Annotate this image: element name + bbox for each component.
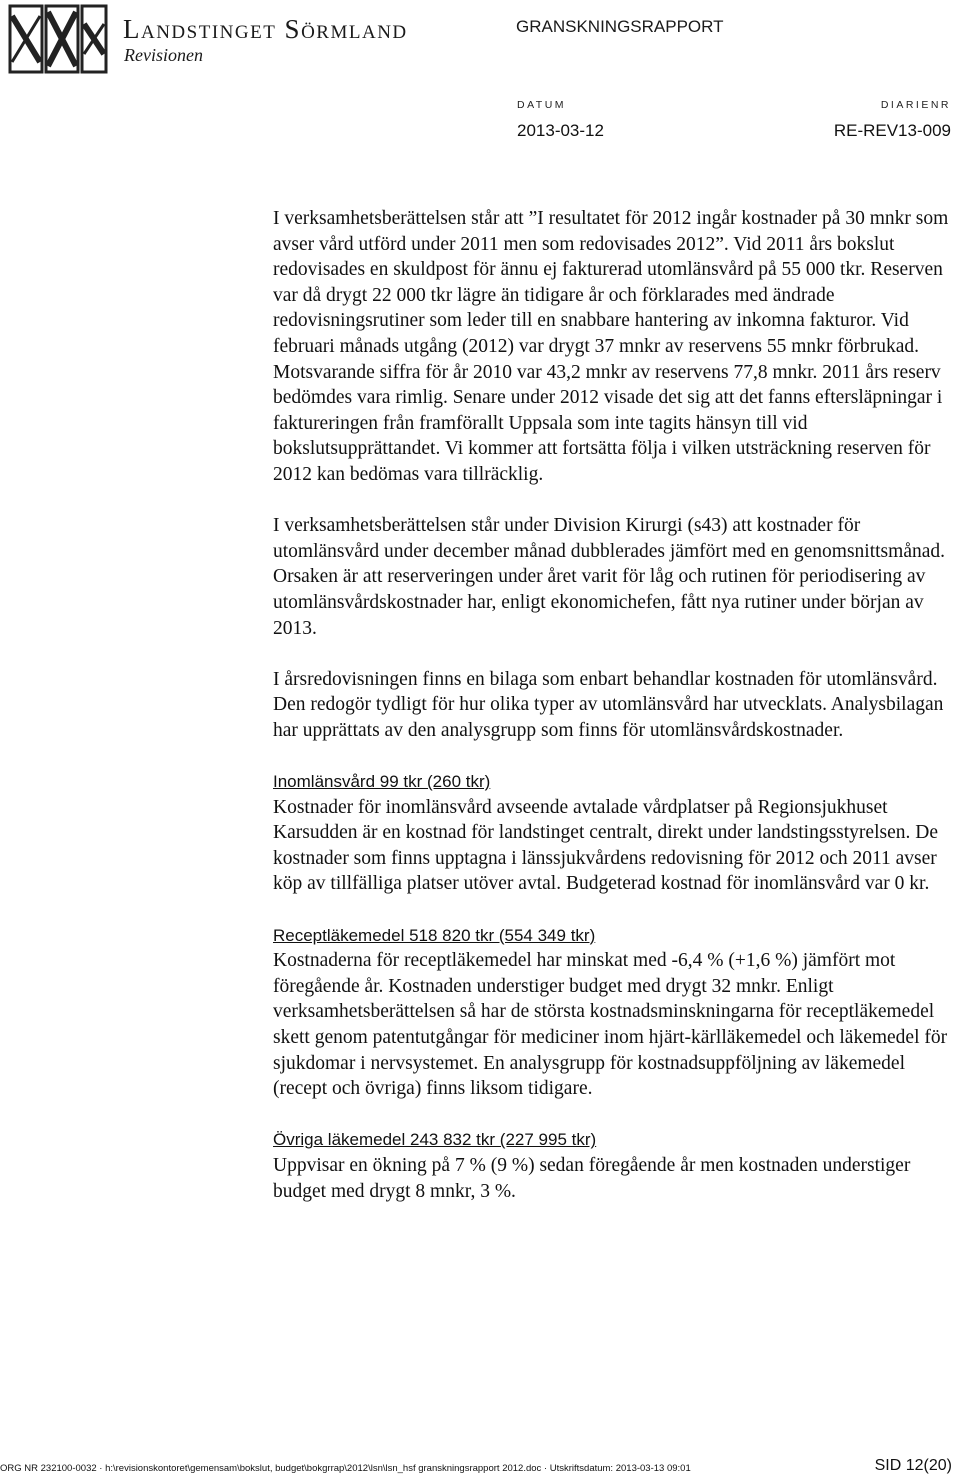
county-crest-logo bbox=[8, 4, 108, 74]
footer-reference: ORG NR 232100-0032 · h:\revisionskontoret\gemensam\bokslut, budget\bokgrrap\2012\lsn\lsn_hsf granskningsrapport 2012.doc · Utskriftsdatum: 2013-03-13 09:01 bbox=[0, 1463, 691, 1474]
date-value: 2013-03-12 bbox=[517, 121, 604, 140]
paragraph-reserve: I verksamhetsberättelsen står att ”I resultatet för 2012 ingår kostnader på 30 mnkr som avser vård utförd under 2011 men som redovisades 2012”. Vid 2011 års bokslut redovisades en skuldpost för ännu ej fakturerad utomlänsvård på 55 000 tkr. Reserven var då drygt 22 000 tkr lägre än tidigare år och förklarades med ändrade redovisningsrutiner som leder till en snabbare hantering av inkomna fakturor. Vid februari månads utgång (2012) var drygt 37 mnkr av reservens 55 mnkr förbrukad. Motsvarande siffra för år 2010 var 43,2 mnkr av reservens 77,8 mnkr. 2011 års reserv bedömdes vara rimlig. Senare under 2012 visade det sig att det fanns eftersläpningar i faktureringen från framförallt Uppsala som inte tagits hänsyn till vid bokslutsupprättandet. Vi kommer att fortsätta följa i vilken utsträckning reserven för 2012 kan bedömas vara tillräcklig. bbox=[273, 208, 949, 485]
paragraph-kirurgi: I verksamhetsberättelsen står under Division Kirurgi (s43) att kostnader för utomlänsvård under december månad dubblerades jämfört med en genomsnittsmånad. Orsaken är att reserveringen under året varit för låg och rutinen för periodisering av utomlänsvårdskostnader har, enligt ekonomichefen, fått nya rutiner under början av 2013. bbox=[273, 515, 945, 639]
section-heading-receptlakemedel: Receptläkemedel 518 820 tkr (554 349 tkr) bbox=[273, 925, 596, 945]
section-inomlansvard bbox=[273, 769, 960, 897]
paragraph-annual-report: I årsredovisningen finns en bilaga som enbart behandlar kostnaden för utomlänsvård. Den redogör tydligt för hur olika typer av utomlänsvård har utvecklats. Analysbilagan har upprättats av den analysgrupp som finns för utomlänsvårdskostnader. bbox=[273, 668, 944, 741]
diarie-label: DIARIENR bbox=[880, 99, 951, 111]
section-ovriga-lakemedel bbox=[273, 1127, 960, 1204]
section-text-ovriga-lakemedel: Uppvisar en ökning på 7 % (9 %) sedan föregående år men kostnaden understiger budget med drygt 8 mnkr, 3 %. bbox=[273, 1154, 911, 1202]
section-heading-ovriga-lakemedel: Övriga läkemedel 243 832 tkr (227 995 tkr) bbox=[273, 1130, 597, 1150]
organization-department: Revisionen bbox=[124, 45, 203, 65]
section-heading-inomlansvard: Inomlänsvård 99 tkr (260 tkr) bbox=[273, 772, 491, 792]
section-receptlakemedel bbox=[273, 923, 960, 1102]
document-type: GRANSKNINGSRAPPORT bbox=[516, 17, 724, 36]
document-body bbox=[273, 206, 960, 1230]
diarie-value: RE-REV13-009 bbox=[833, 121, 951, 140]
page-number: SID 12(20) bbox=[874, 1457, 952, 1474]
date-label: DATUM bbox=[517, 99, 567, 111]
organization-name: Landstinget Sörmland bbox=[123, 14, 408, 44]
section-text-inomlansvard: Kostnader för inomlänsvård avseende avtalade vårdplatser på Regionsjukhuset Karsudden är en kostnad för landstinget centralt, direkt under landstingsstyrelsen. De kostnader som finns upptagna i länssjukvårdens redovisning för 2012 och 2011 avser köp av tillfälliga platser utöver avtal. Budgeterad kostnad för inomlänsvård var 0 kr. bbox=[273, 796, 938, 895]
section-text-receptlakemedel: Kostnaderna för receptläkemedel har minskat med -6,4 % (+1,6 %) jämfört mot föregående år. Kostnaden understiger budget med drygt 32 mnkr. Enligt verksamhetsberättelsen så har de största kostnadsminskningarna för receptläkemedel skett genom patentutgångar för mediciner inom hjärt-kärlläkemedel och läkemedel för sjukdomar i nervsystemet. En analysgrupp för kostnadsuppföljning av läkemedel (recept och övriga) finns liksom tidigare. bbox=[273, 950, 948, 1100]
